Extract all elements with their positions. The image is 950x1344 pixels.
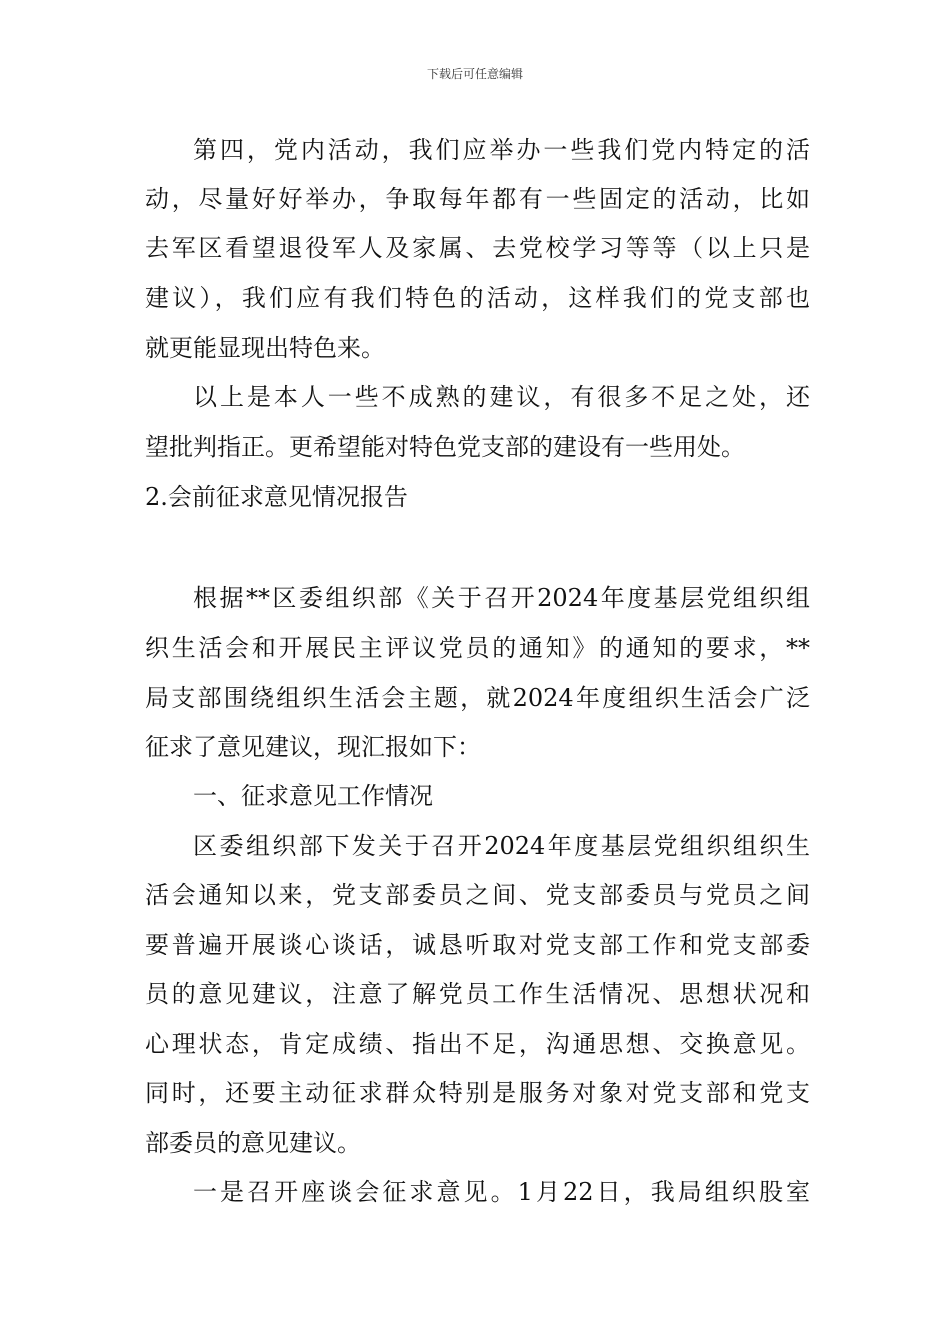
subsection-heading: 一、征求意见工作情况	[193, 782, 433, 810]
paragraph-line: 望批判指正。更希望能对特色党支部的建设有一些用处。	[145, 433, 745, 461]
paragraph-line: 就更能显现出特色来。	[145, 334, 385, 362]
paragraph-line: 去军区看望退役军人及家属、去党校学习等等（以上只是	[145, 234, 810, 262]
paragraph-line: 根据**区委组织部《关于召开2024年度基层党组织组	[193, 584, 810, 612]
paragraph-line: 织生活会和开展民主评议党员的通知》的通知的要求，**	[145, 634, 810, 662]
paragraph-line: 活会通知以来，党支部委员之间、党支部委员与党员之间	[145, 881, 810, 909]
paragraph-line: 部委员的意见建议。	[145, 1129, 361, 1157]
paragraph-line: 同时，还要主动征求群众特别是服务对象对党支部和党支	[145, 1079, 810, 1107]
paragraph-line: 第四，党内活动，我们应举办一些我们党内特定的活	[193, 136, 810, 164]
section-heading: 2.会前征求意见情况报告	[145, 483, 408, 511]
paragraph-line: 区委组织部下发关于召开2024年度基层党组织组织生	[193, 832, 810, 860]
paragraph-line: 员的意见建议，注意了解党员工作生活情况、思想状况和	[145, 980, 810, 1008]
paragraph-line: 动，尽量好好举办，争取每年都有一些固定的活动，比如	[145, 185, 810, 213]
paragraph-line: 一是召开座谈会征求意见。1月22日，我局组织股室	[193, 1178, 810, 1206]
paragraph-line: 征求了意见建议，现汇报如下：	[145, 733, 481, 761]
paragraph-line: 以上是本人一些不成熟的建议，有很多不足之处，还	[193, 383, 810, 411]
page-header-note: 下载后可任意编辑	[426, 67, 523, 81]
paragraph-line: 心理状态，肯定成绩、指出不足，沟通思想、交换意见。	[145, 1030, 810, 1058]
paragraph-line: 要普遍开展谈心谈话，诚恳听取对党支部工作和党支部委	[145, 931, 810, 959]
paragraph-line: 建议），我们应有我们特色的活动，这样我们的党支部也	[145, 284, 810, 312]
paragraph-line: 局支部围绕组织生活会主题，就2024年度组织生活会广泛	[145, 684, 810, 712]
